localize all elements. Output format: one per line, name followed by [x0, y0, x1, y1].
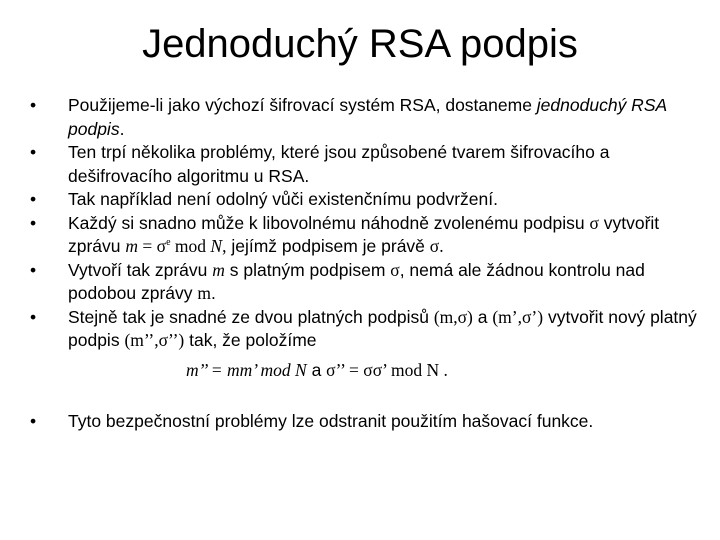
bullet-item-3 [28, 188, 698, 212]
bullet-icon: • [30, 259, 37, 280]
bullet-6-and: a [472, 306, 493, 327]
bullet-4-after: jejímž podpisem je právě [226, 236, 430, 256]
formula-m-sigma-e: $m = \sigma^e$ mod N, [125, 236, 227, 256]
bullet-5-m: m [212, 259, 225, 280]
bullet-icon: • [30, 142, 37, 162]
bullet-item-1 [28, 94, 698, 141]
bullet-4-sigma: σ [589, 212, 599, 233]
bullet-6-after: tak, že položíme [184, 330, 317, 350]
bullet-5-end: . [211, 283, 216, 303]
formula-sigma-product: σ’’ = σσ’ mod N . [326, 359, 448, 380]
bullet-6-text: Stejně tak je snadné ze dvou platných podpisů [68, 306, 434, 327]
bullet-6-mid: vytvořit nový platný podpis [68, 306, 697, 350]
bullet-item-5 [28, 259, 698, 306]
bullet-2-text: Ten trpí několika problémy, které jsou způsobené tvarem šifrovacího a dešifrovacího algoritmu u RSA. [68, 142, 610, 186]
bullet-6-pair3: (m’’,σ’’) [124, 330, 185, 350]
bullet-5-after: , nemá ale žádnou kontrolu nad podobou zprávy [68, 259, 645, 303]
bullet-1-italic: jednoduchý RSA podpis [68, 95, 667, 139]
bullet-item-6 [28, 306, 698, 383]
bullet-item-7 [28, 410, 698, 434]
bullet-4-text: Každý si snadno může k libovolnému náhodně zvolenému podpisu [68, 212, 590, 233]
bullet-3-text: Tak například není odolný vůči existenčnímu podvržení. [68, 189, 498, 209]
bullet-4-mid: vytvořit zprávu [68, 212, 660, 256]
bullet-6-pair1: (m,σ) [433, 306, 473, 327]
slide-title: Jednoduchý RSA podpis [142, 22, 578, 66]
bullet-icon: • [30, 95, 37, 115]
bullet-5-text: Vytvoří tak zprávu [68, 259, 213, 280]
bullet-list [28, 94, 698, 434]
bullet-icon: • [30, 189, 37, 209]
bullet-1-end: . [119, 118, 125, 139]
formula-m-product: m’’ = mm’ mod N [186, 359, 307, 380]
bullet-1-text: Použijeme-li jako výchozí šifrovací systém RSA, dostaneme [68, 95, 537, 115]
bullet-icon: • [30, 411, 37, 431]
formula-and: a [306, 359, 327, 380]
bullet-4-sigma-end: σ. [429, 236, 444, 256]
formula-line [68, 359, 698, 383]
bullet-5-m2: m [197, 283, 212, 303]
bullet-5-sigma: σ [390, 259, 400, 280]
bullet-icon: • [30, 212, 37, 233]
bullet-icon: • [30, 306, 37, 327]
bullet-7-text: Tyto bezpečnostní problémy lze odstranit použitím hašovací funkce. [68, 411, 594, 431]
bullet-item-4 [28, 212, 698, 259]
spacer [28, 382, 698, 410]
bullet-6-pair2: (m’,σ’) [492, 306, 544, 327]
bullet-item-2 [28, 141, 698, 188]
bullet-5-mid: s platným podpisem [224, 259, 391, 280]
